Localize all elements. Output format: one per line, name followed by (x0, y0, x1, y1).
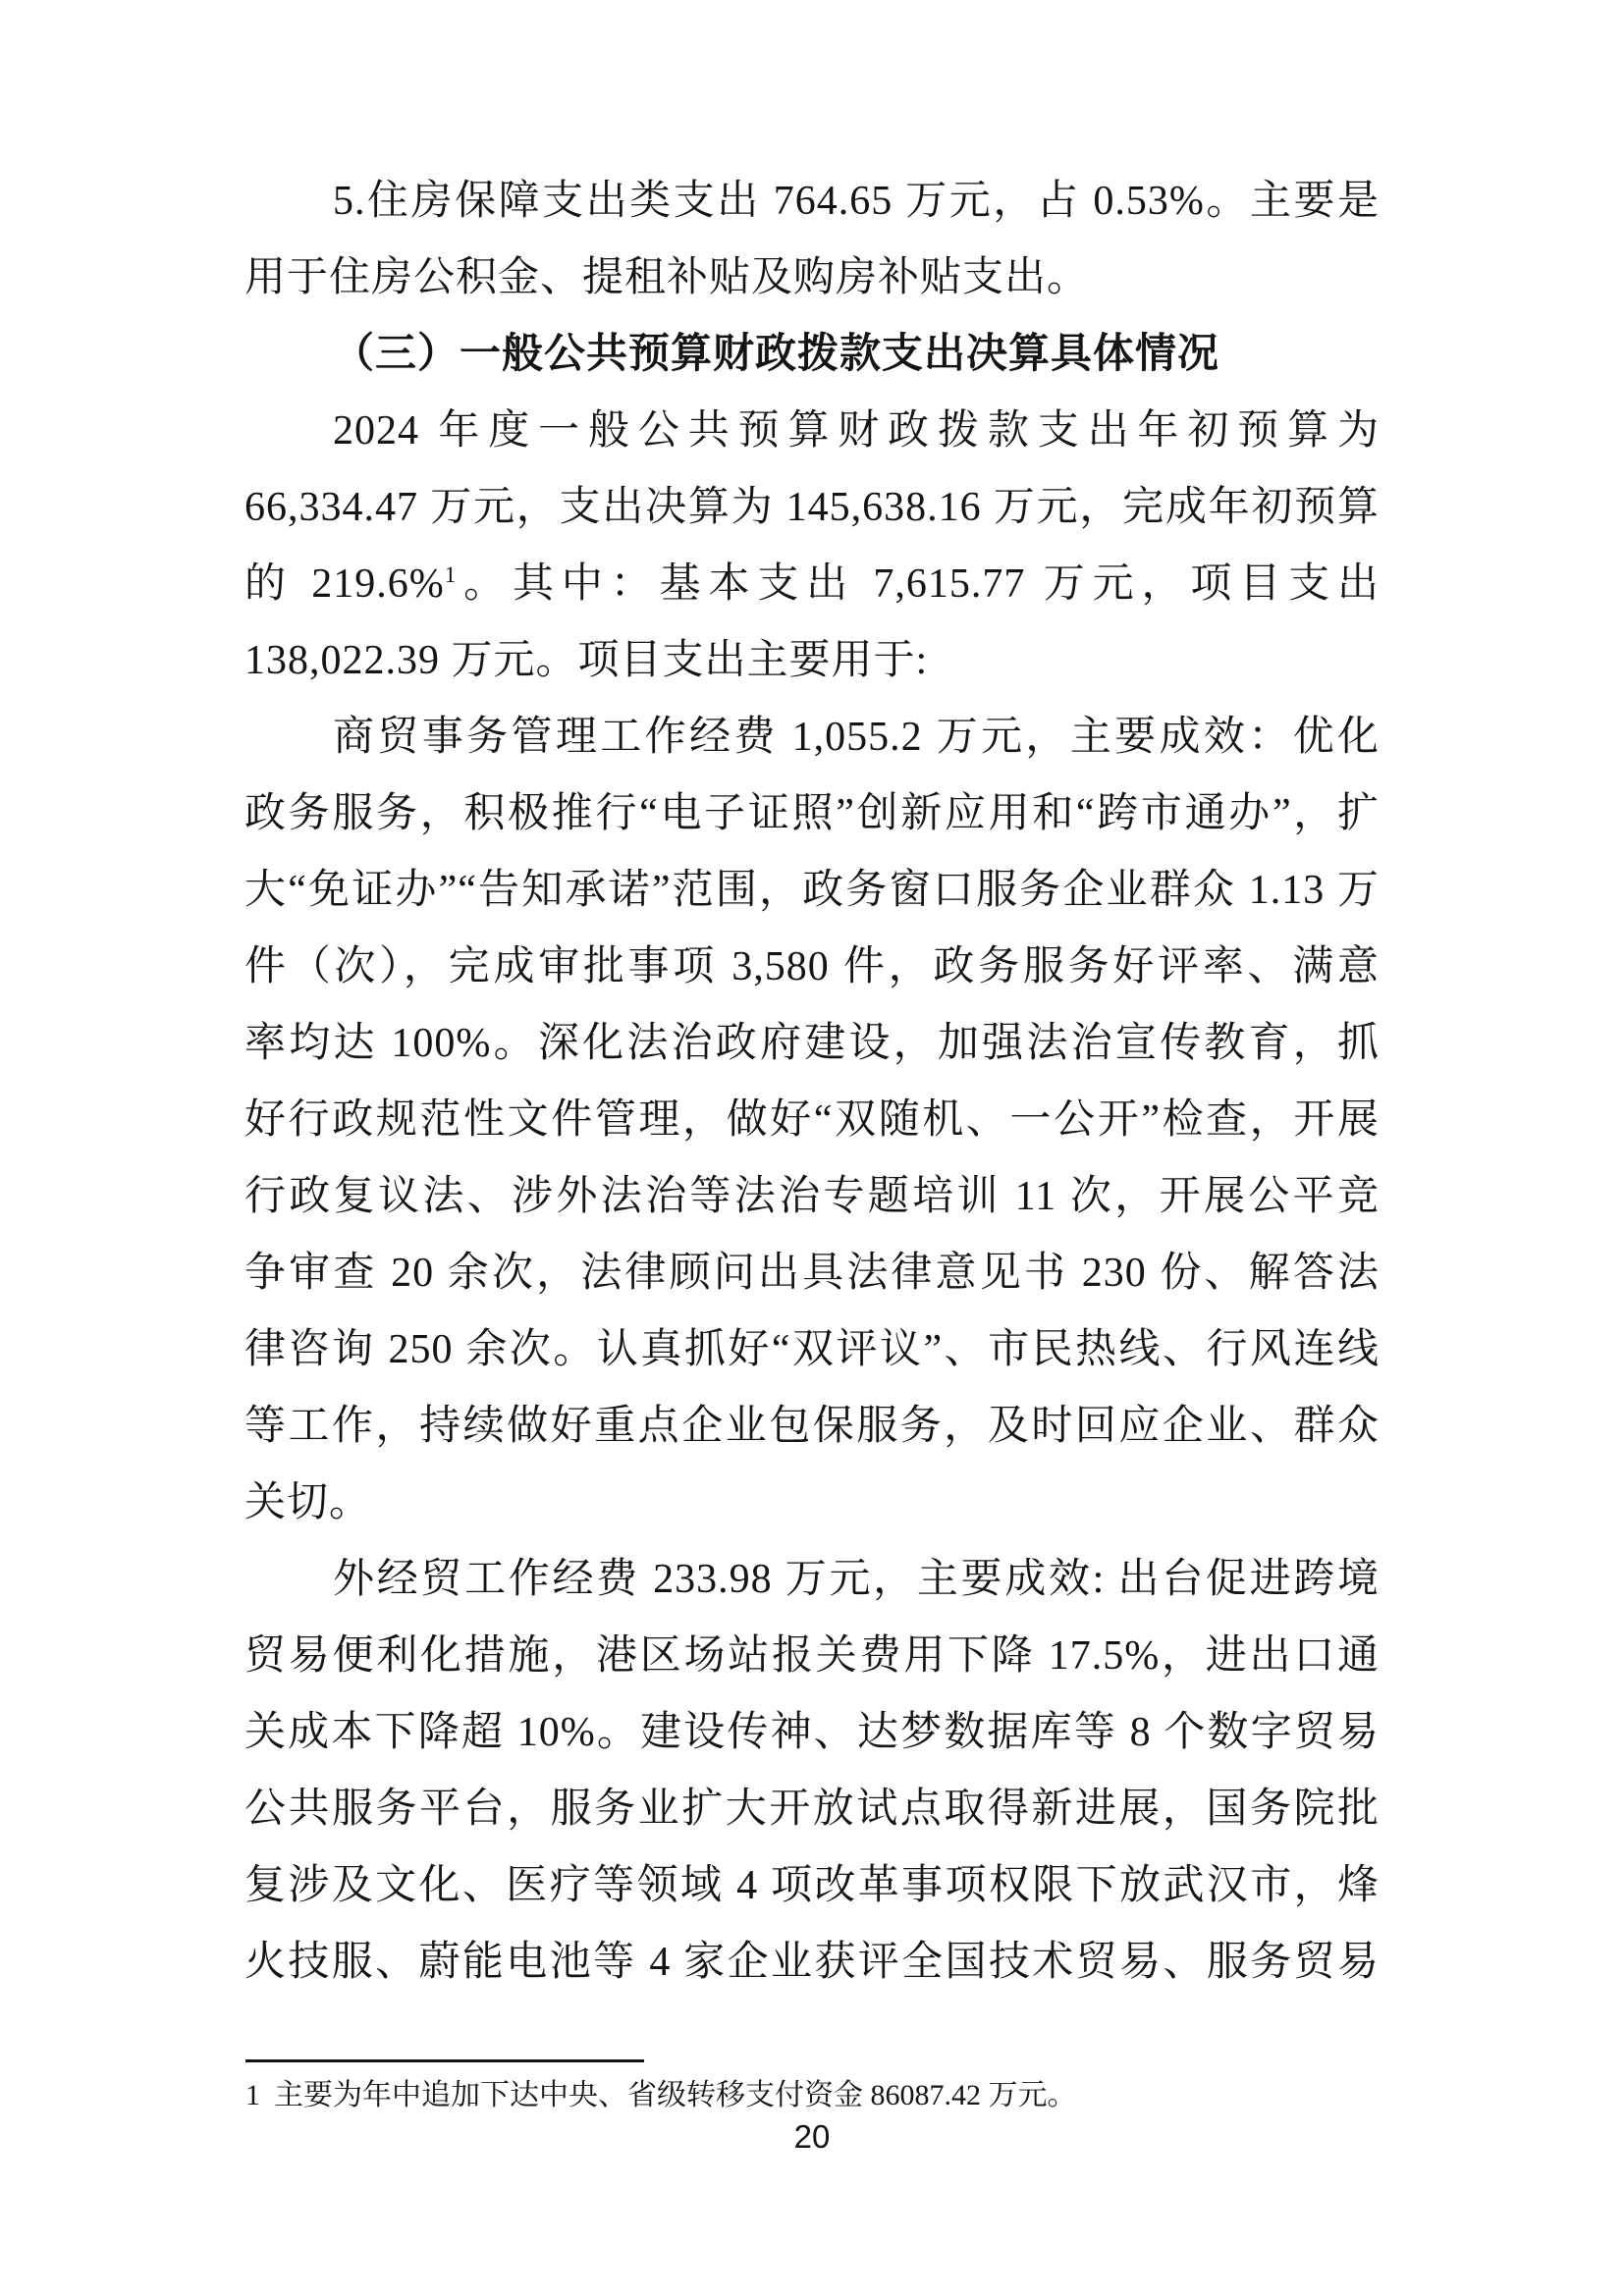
body-text-line (244, 1465, 1380, 1541)
text-run: 2024 年度一般公共预算财政拨款支出年初预算为 (333, 408, 1380, 454)
body-text-line (244, 1082, 1380, 1158)
body-text-line (244, 1235, 1380, 1311)
text-run: 关成本下降超 10%。建设传神、达梦数据库等 8 个数字贸易 (244, 1710, 1380, 1755)
footnote-marker: 1 (245, 2079, 260, 2111)
section-heading (244, 316, 1380, 393)
body-text-line (244, 1158, 1380, 1235)
text-run: 贸易便利化措施，港区场站报关费用下降 17.5%，进出口通 (244, 1633, 1380, 1679)
body-text-line (244, 1618, 1380, 1694)
body-text-line (244, 1847, 1380, 1924)
text-run: 用于住房公积金、提租补贴及购房补贴支出。 (244, 255, 1090, 300)
footnote-text: 主要为年中追加下达中央、省级转移支付资金 86087.42 万元。 (274, 2079, 1077, 2111)
text-run: 争审查 20 余次，法律顾问出具法律意见书 230 份、解答法 (244, 1251, 1380, 1296)
text-run: 大“免证办”“告知承诺”范围，政务窗口服务企业群众 1.13 万 (244, 868, 1380, 913)
footnote-separator-line (245, 2059, 644, 2062)
document-body (244, 163, 1380, 2001)
text-run: 好行政规范性文件管理，做好“双随机、一公开”检查，开展 (244, 1097, 1380, 1143)
text-run: （三）一般公共预算财政拨款支出决算具体情况 (333, 332, 1220, 377)
body-text-line (244, 622, 1380, 699)
text-run: 。其中：基本支出 7,615.77 万元，项目支出 (457, 561, 1380, 607)
text-run: 政务服务，积极推行“电子证照”创新应用和“跨市通办”，扩 (244, 791, 1380, 836)
text-run: 66,334.47 万元，支出决算为 145,638.16 万元，完成年初预算 (244, 485, 1380, 530)
body-text-line (244, 546, 1380, 622)
text-run: 律咨询 250 余次。认真抓好“双评议”、市民热线、行风连线 (244, 1327, 1380, 1372)
text-run: 138,022.39 万元。项目支出主要用于: (244, 638, 929, 683)
body-text-line (244, 699, 1380, 775)
text-run: 公共服务平台，服务业扩大开放试点取得新进展，国务院批 (244, 1787, 1380, 1832)
text-run: 火技服、蔚能电池等 4 家企业获评全国技术贸易、服务贸易 (244, 1940, 1380, 1985)
body-text-line (244, 469, 1380, 546)
text-run: 率均达 100%。深化法治政府建设，加强法治宣传教育，抓 (244, 1021, 1380, 1066)
body-text-line (244, 163, 1380, 240)
text-run: 商贸事务管理工作经费 1,055.2 万元，主要成效：优化 (333, 715, 1380, 760)
page-number: 20 (793, 2118, 831, 2155)
body-text-line (244, 1924, 1380, 2001)
body-text-line (244, 929, 1380, 1005)
body-text-line (244, 1771, 1380, 1847)
body-text-line (244, 775, 1380, 852)
footnote-reference-mark: 1 (444, 561, 458, 587)
text-run: 件（次），完成审批事项 3,580 件，政务服务好评率、满意 (244, 944, 1380, 989)
text-run: 等工作，持续做好重点企业包保服务，及时回应企业、群众 (244, 1404, 1380, 1449)
body-text-line (244, 393, 1380, 469)
body-text-line (244, 1311, 1380, 1388)
body-text-line (244, 240, 1380, 316)
body-text-line (244, 1388, 1380, 1465)
text-run: 外经贸工作经费 233.98 万元，主要成效: 出台促进跨境 (333, 1557, 1380, 1602)
body-text-line (244, 852, 1380, 929)
body-text-line (244, 1694, 1380, 1771)
text-run: 行政复议法、涉外法治等法治专题培训 11 次，开展公平竞 (244, 1174, 1380, 1219)
text-run: 的 219.6% (244, 561, 445, 607)
text-run: 关切。 (244, 1480, 372, 1525)
footnote (245, 2073, 1384, 2118)
body-text-line (244, 1541, 1380, 1618)
text-run: 复涉及文化、医疗等领域 4 项改革事项权限下放武汉市，烽 (244, 1863, 1380, 1908)
body-text-line (244, 1005, 1380, 1082)
text-run: 5.住房保障支出类支出 764.65 万元，占 0.53%。主要是 (333, 179, 1380, 224)
